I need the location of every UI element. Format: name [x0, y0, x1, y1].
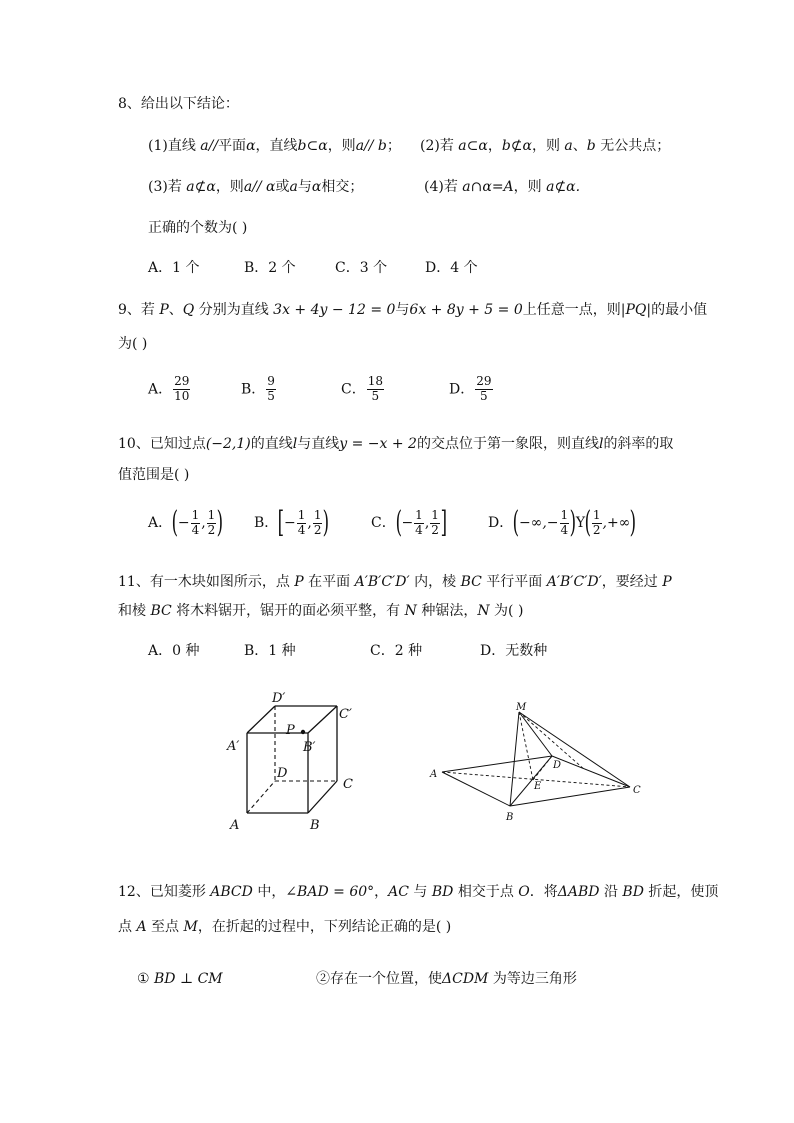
label-A-prime: A′: [227, 739, 240, 754]
label-P: P: [286, 723, 295, 738]
q11-option-b: B．1 种: [244, 643, 296, 659]
q11-stem: 11、有一木块如图所示，点 P 在平面 A′B′C′D′ 内，棱 BC 平行平面 A′B′C′D′，要经过 P: [118, 574, 672, 590]
q12-conclusion-2: ②存在一个位置，使ΔCDM 为等边三角形: [316, 971, 577, 987]
q10-stem: 10、已知过点(−2,1)的直线l与直线y = −x + 2的交点位于第一象限，则直线l的斜率的取: [118, 436, 674, 452]
q10-option-b: B．[− $\frac{1}{4}$ , $\frac{1}{2}$ ): [254, 505, 330, 540]
cube-figure: [222, 688, 372, 838]
label-A: A: [230, 818, 240, 833]
point-p-dot: [301, 730, 305, 734]
cube-hidden-edge: [247, 781, 275, 813]
label-E: E: [534, 781, 542, 792]
pyramid-hidden-edge: [519, 712, 533, 780]
label-D-prime: D′: [272, 691, 286, 706]
q8-option-a: A．1 个: [148, 260, 200, 276]
q10-option-c: C．(− $\frac{1}{4}$ , $\frac{1}{2}$ ]: [371, 505, 447, 540]
q8-option-c: C．3 个: [335, 260, 388, 276]
q12-conclusion-1: ① BD ⊥ CM: [137, 971, 223, 987]
q10-option-d: D．(−∞,− $\frac{1}{4}$ )Y( $\frac{1}{2}$ ,+∞): [488, 505, 637, 540]
pyramid-edge: [510, 787, 630, 806]
label-C: C: [633, 785, 641, 796]
q8-item-4: (4)若 a∩α=A，则 a⊄α.: [424, 179, 581, 195]
q8-option-b: B．2 个: [244, 260, 296, 276]
q11-option-a: A．0 种: [148, 643, 200, 659]
pyramid-edge: [442, 772, 510, 806]
label-B: B: [506, 812, 514, 823]
q11-option-d: D．无数种: [480, 643, 548, 659]
pyramid-edge: [510, 756, 552, 806]
q9-option-d: D． $\frac{29}{5}$: [449, 374, 492, 403]
q8-prompt: 正确的个数为( ): [148, 220, 248, 236]
pyramid-figure: [425, 698, 655, 828]
q8-item-3: (3)若 a⊄α，则a// α或a与α相交；: [148, 179, 364, 195]
q10-stem-line2: 值范围是( ): [118, 467, 190, 483]
label-C-prime: C′: [339, 707, 352, 722]
cube-edge: [308, 781, 337, 813]
label-M: M: [516, 702, 527, 713]
q8-stem: 8、给出以下结论：: [118, 96, 239, 112]
q12-stem-line2: 点 A 至点 M，在折起的过程中，下列结论正确的是( ): [118, 919, 452, 935]
q10-option-a: A．(− $\frac{1}{4}$ , $\frac{1}{2}$ ): [148, 505, 224, 540]
q8-option-d: D．4 个: [425, 260, 478, 276]
q8-item-1: (1)直线 a//平面α，直线b⊂α，则a// b；: [148, 138, 401, 154]
q11-option-c: C．2 种: [370, 643, 423, 659]
q9-stem: 9、若 P、Q 分别为直线 3x + 4y − 12 = 0与6x + 8y + 5 = 0上任意一点，则|PQ|的最小值: [118, 302, 708, 318]
q8-item-2: (2)若 a⊂α，b⊄α，则 a、b 无公共点；: [420, 138, 671, 154]
label-D: D: [277, 766, 288, 781]
cube-edge: [247, 706, 275, 733]
pyramid-edge: [510, 712, 519, 806]
pyramid-edge: [442, 756, 552, 772]
q9-option-a: A． $\frac{29}{10}$: [148, 374, 190, 403]
q9-stem-line2: 为( ): [118, 336, 148, 352]
cube-edge: [308, 706, 337, 733]
label-C: C: [343, 777, 353, 792]
label-A: A: [430, 769, 438, 780]
label-B: B: [310, 818, 320, 833]
label-D: D: [553, 760, 562, 771]
label-B-prime: B′: [303, 740, 316, 755]
q12-stem: 12、已知菱形 ABCD 中，∠BAD = 60°，AC 与 BD 相交于点 O．将ΔABD 沿 BD 折起，使顶: [118, 884, 719, 900]
q9-option-c: C． $\frac{18}{5}$: [341, 374, 383, 403]
q11-stem-line2: 和棱 BC 将木料锯开，锯开的面必须平整，有 N 种锯法，N 为( ): [118, 603, 524, 619]
q9-option-b: B． $\frac{9}{5}$: [241, 374, 275, 403]
